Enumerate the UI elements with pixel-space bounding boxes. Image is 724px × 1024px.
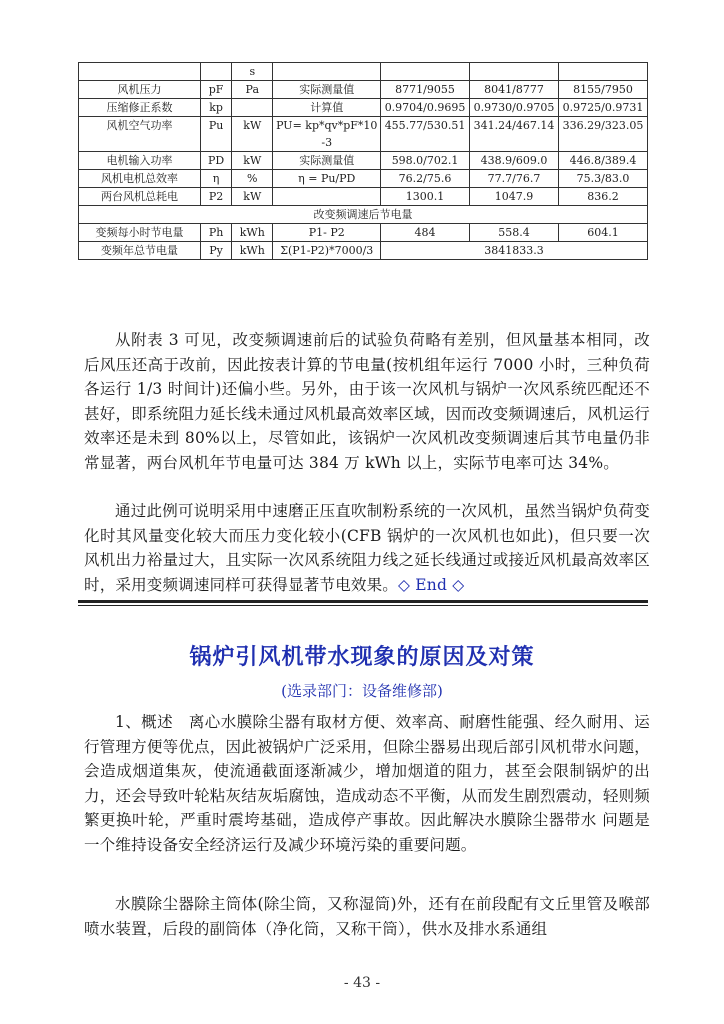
table-cell-method: 计算值 (273, 99, 381, 117)
table-cell-v3: 604.1 (558, 224, 647, 242)
table-cell-sym (201, 63, 232, 81)
table-cell-v1: 598.0/702.1 (381, 152, 470, 170)
table-row (79, 242, 648, 260)
table-cell-unit: s (232, 63, 273, 81)
table-cell-v3: 75.3/83.0 (558, 170, 647, 188)
paragraph-overview: 1、概述 离心水膜除尘器有取材方便、效率高、耐磨性能强、经久耐用、运行管理方便等优点，因此被锅炉广泛采用，但除尘器易出现后部引风机带水问题，会造成烟道集灰，使流通截面逐渐减少，增加烟道的阻力，甚至会限制锅炉的出力，还会导致叶轮粘灰结灰垢腐蚀，造成动态不平衡，从而发生剧烈震动，轻则频繁更换叶轮，严重时震垮基础，造成停产事故。因此解决水膜除尘器带水 问题是一个维持设备安全经济运行及减少环境污染的重要问题。 (84, 713, 650, 854)
table-cell-v1 (381, 63, 470, 81)
table-cell-sym: kp (201, 99, 232, 117)
table-section-row (79, 206, 648, 224)
table-row (79, 63, 648, 81)
table-cell-method: Σ(P1-P2)*7000/3 (273, 242, 381, 260)
table-cell-unit: kWh (232, 242, 273, 260)
table-cell-v3: 8155/7950 (558, 81, 647, 99)
table-cell-v3: 336.29/323.05 (558, 117, 647, 152)
table-row (79, 117, 648, 152)
table-row (79, 152, 648, 170)
test-results-table (78, 62, 648, 260)
table-cell-v2: 8041/8777 (470, 81, 559, 99)
table-cell-unit: kW (232, 152, 273, 170)
table-cell-method: PU= kp*qv*pF*10-3 (273, 117, 381, 152)
table-cell-method (273, 188, 381, 206)
table-cell-name: 风机电机总效率 (79, 170, 201, 188)
table-row (79, 170, 648, 188)
paragraph-analysis: 从附表 3 可见，改变频调速前后的试验负荷略有差别，但风量基本相同，改后风压还高于改前，因此按表计算的节电量(按机组年运行 7000 小时，三种负荷各运行 1/3 时间计)还偏小些。另外，由于该一次风机与锅炉一次风系统匹配还不甚好，即系统阻力延长线未通过风机最高效率区域，因而改变频调速后，风机运行效率还是未到 80%以上，尽管如此，该锅炉一次风机改变频调速后其节电量仍非常显著，两台风机年节电量可达 384 万 kWh 以上，实际节电率可达 34%。 (84, 331, 650, 472)
table-cell-v3 (558, 63, 647, 81)
table-cell-method (273, 63, 381, 81)
table-cell-sym: P2 (201, 188, 232, 206)
table-cell-unit: kW (232, 117, 273, 152)
table-cell-v1: 76.2/75.6 (381, 170, 470, 188)
article-title: 锅炉引风机带水现象的原因及对策 (189, 645, 535, 670)
table-row (79, 188, 648, 206)
table-section-header: 改变频调速后节电量 (79, 206, 648, 224)
table-cell-sym: Py (201, 242, 232, 260)
table-cell-method: P1- P2 (273, 224, 381, 242)
table-cell-unit (232, 99, 273, 117)
table-row (79, 99, 648, 117)
paragraph-conclusion (84, 499, 650, 597)
table-cell-unit: kW (232, 188, 273, 206)
table-cell-method: 实际测量值 (273, 81, 381, 99)
table-body (79, 63, 648, 260)
table-cell-method: η = Pu/PD (273, 170, 381, 188)
table-cell-method: 实际测量值 (273, 152, 381, 170)
article-source: (选录部门：设备维修部) (281, 682, 443, 700)
table-cell-name: 两台风机总耗电 (79, 188, 201, 206)
table-cell-v3: 0.9725/0.9731 (558, 99, 647, 117)
page-number: - 43 - (343, 975, 381, 991)
paragraph-structure: 水膜除尘器除主筒体(除尘筒，又称湿筒)外，还有在前段配有文丘里管及喉部喷水装置，后段的副筒体（净化筒，又称干筒），供水及排水系通组 (84, 895, 650, 938)
table-cell-name: 风机压力 (79, 81, 201, 99)
table-cell-v2 (470, 63, 559, 81)
table-cell-unit: Pa (232, 81, 273, 99)
table-cell-name: 风机空气功率 (79, 117, 201, 152)
end-mark: ◇ End ◇ (398, 575, 465, 594)
table-cell-v3: 446.8/389.4 (558, 152, 647, 170)
table-cell-v1: 1300.1 (381, 188, 470, 206)
table-cell-merged-total: 3841833.3 (381, 242, 648, 260)
table-cell-v1: 484 (381, 224, 470, 242)
table-row (79, 81, 648, 99)
table-cell-v3: 836.2 (558, 188, 647, 206)
table-cell-v1: 0.9704/0.9695 (381, 99, 470, 117)
table-cell-sym: Ph (201, 224, 232, 242)
table-cell-unit: % (232, 170, 273, 188)
table-cell-v1: 455.77/530.51 (381, 117, 470, 152)
table-cell-name: 变频每小时节电量 (79, 224, 201, 242)
table-cell-v2: 77.7/76.7 (470, 170, 559, 188)
paragraph-conclusion-text: 通过此例可说明采用中速磨正压直吹制粉系统的一次风机，虽然当锅炉负荷变化时其风量变化较大而压力变化较小(CFB 锅炉的一次风机也如此)，但只要一次风机出力裕量过大，且实际一次风系统阻力线之延长线通过或接近风机最高效率区时，采用变频调速同样可获得显著节电效果。 (84, 502, 650, 594)
table-cell-name: 压缩修正系数 (79, 99, 201, 117)
table-cell-sym: Pu (201, 117, 232, 152)
section-divider (78, 600, 648, 609)
table-row (79, 224, 648, 242)
table-cell-v2: 558.4 (470, 224, 559, 242)
table-cell-name (79, 63, 201, 81)
table-cell-v2: 438.9/609.0 (470, 152, 559, 170)
table-cell-v2: 341.24/467.14 (470, 117, 559, 152)
table-cell-unit: kWh (232, 224, 273, 242)
table-cell-sym: pF (201, 81, 232, 99)
table-cell-v2: 1047.9 (470, 188, 559, 206)
table-cell-sym: PD (201, 152, 232, 170)
table-cell-v2: 0.9730/0.9705 (470, 99, 559, 117)
table-cell-name: 电机输入功率 (79, 152, 201, 170)
table-cell-sym: η (201, 170, 232, 188)
table-cell-name: 变频年总节电量 (79, 242, 201, 260)
table-cell-v1: 8771/9055 (381, 81, 470, 99)
